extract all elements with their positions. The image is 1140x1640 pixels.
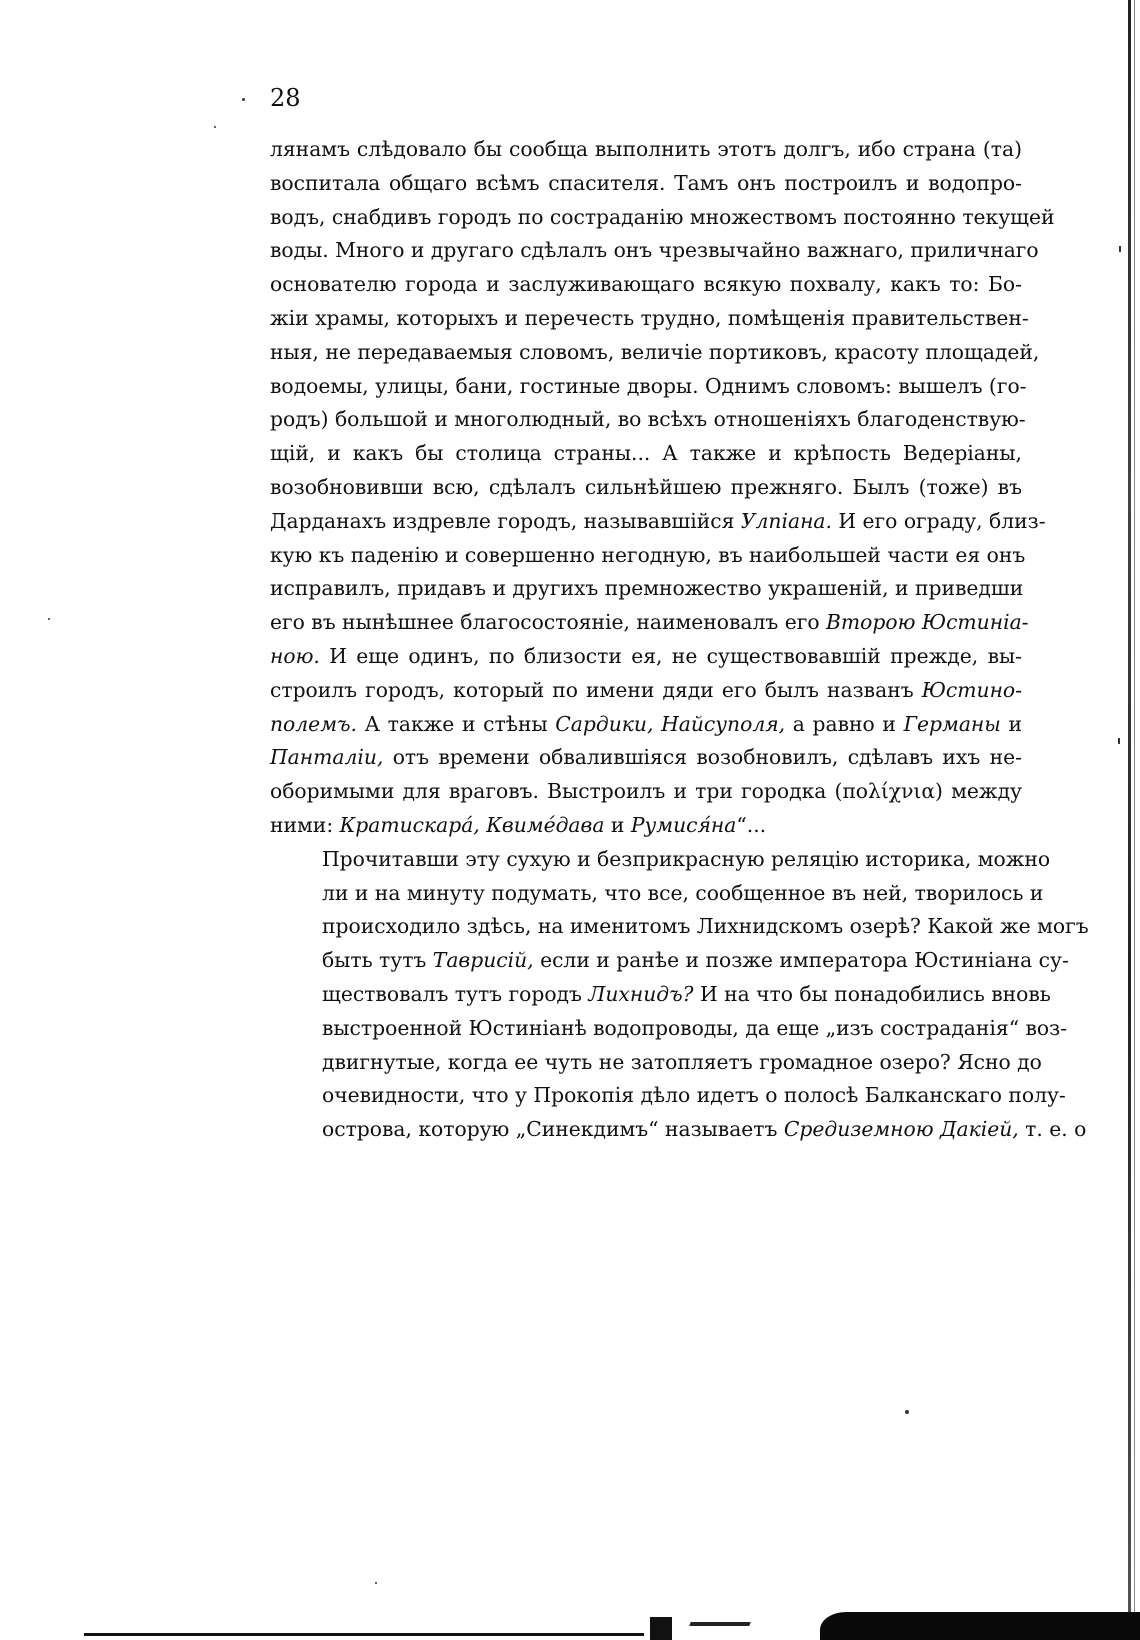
text-line: Панталіи, отъ времени обвалившіяся возобновилъ, сдѣлавъ ихъ не- xyxy=(270,745,1022,770)
binding-edge xyxy=(1128,0,1131,1640)
paragraph-2 xyxy=(270,843,1089,1147)
text-line: исправилъ, придавъ и другихъ премножество украшеній, и приведши xyxy=(270,576,1024,601)
scan-speck xyxy=(214,126,216,128)
text-line: водъ, снабдивъ городъ по состраданію множествомъ постоянно текущей xyxy=(270,204,1055,229)
scan-speck xyxy=(375,1582,377,1584)
text-line: родъ) большой и многолюдный, во всѣхъ отношеніяхъ благоденствую- xyxy=(270,407,1026,432)
text-line: очевидности, что у Прокопія дѣло идетъ о полосѣ Балканскаго полу- xyxy=(322,1083,1066,1108)
binding-edge-line xyxy=(1134,0,1135,1640)
text-line: воды. Много и другаго сдѣлалъ онъ чрезвычайно важнаго, приличнаго xyxy=(270,238,1039,263)
scan-artifact-blob xyxy=(820,1612,1140,1640)
scan-speck xyxy=(48,618,50,620)
text-line: щій, и какъ бы столица страны... А также и крѣпость Ведеріаны, xyxy=(270,441,1022,466)
text-line: острова, которую „Синекдимъ“ называетъ Средиземною Дакіей, т. е. о xyxy=(322,1117,1087,1142)
text-line: строилъ городъ, который по имени дяди его былъ названъ Юстино- xyxy=(270,677,1022,702)
text-line: Дарданахъ издревле городъ, называвшійся Улпіана. И его ограду, близ- xyxy=(270,508,1046,533)
scan-artifact-stroke xyxy=(689,1622,750,1626)
paragraph-1 xyxy=(270,133,1055,843)
text-line: кую къ паденію и совершенно негодную, въ наибольшей части ея онъ xyxy=(270,542,1026,567)
text-line: основателю города и заслуживающаго всякую похвалу, какъ то: Бо- xyxy=(270,272,1022,297)
text-line: быть тутъ Таврисій, если и ранѣе и позже императора Юстиніана су- xyxy=(322,948,1069,973)
page-number: 28 xyxy=(270,84,301,112)
text-line: его въ нынѣшнее благосостояніе, наименовалъ его Второю Юстиніа- xyxy=(270,610,1029,635)
text-line: воспитала общаго всѣмъ спасителя. Тамъ онъ построилъ и водопро- xyxy=(270,170,1022,195)
text-line: полемъ. А также и стѣны Сардики, Найсуполя, а равно и Германы и xyxy=(270,711,1022,736)
text-line: лянамъ слѣдовало бы сообща выполнить этотъ долгъ, ибо страна (та) xyxy=(270,137,1022,161)
body-text xyxy=(270,133,1089,1147)
text-line: выстроенной Юстиніанѣ водопроводы, да еще „изъ состраданія“ воз- xyxy=(322,1015,1068,1040)
scan-speck xyxy=(242,98,245,101)
text-line: ними: Кратискара́, Квимéдава и Румися́на“... xyxy=(270,812,767,837)
text-line: ныя, не передаваемыя словомъ, величіе портиковъ, красоту площадей, xyxy=(270,339,1040,364)
text-line: ли и на минуту подумать, что все, сообщенное въ ней, творилось и xyxy=(322,880,1044,905)
scan-artifact-mark xyxy=(650,1617,672,1640)
scan-artifact-rule xyxy=(84,1633,644,1636)
text-line: водоемы, улицы, бани, гостиные дворы. Однимъ словомъ: вышелъ (го- xyxy=(270,373,1027,398)
text-line: происходило здѣсь, на именитомъ Лихнидскомъ озерѣ? Какой же могъ xyxy=(322,914,1089,939)
scan-speck xyxy=(1118,738,1120,744)
text-line: Прочитавши эту сухую и безприкрасную реляцію историка, можно xyxy=(322,846,1051,871)
scan-speck xyxy=(1119,246,1121,252)
text-line: ществовалъ тутъ городъ Лихнидъ? И на что бы понадобились вновь xyxy=(322,981,1051,1006)
text-line: ною. И еще одинъ, по близости ея, не существовавшій прежде, вы- xyxy=(270,643,1022,668)
text-line: жіи храмы, которыхъ и перечесть трудно, помѣщенія правительствен- xyxy=(270,305,1029,330)
text-line: двигнутые, когда ее чуть не затопляетъ громадное озеро? Ясно до xyxy=(322,1049,1042,1074)
scan-speck xyxy=(905,1410,909,1414)
text-line: возобновивши всю, сдѣлалъ сильнѣйшею прежняго. Былъ (тоже) въ xyxy=(270,474,1022,499)
text-line: оборимыми для враговъ. Выстроилъ и три городка (πολίχνια) между xyxy=(270,779,1022,804)
